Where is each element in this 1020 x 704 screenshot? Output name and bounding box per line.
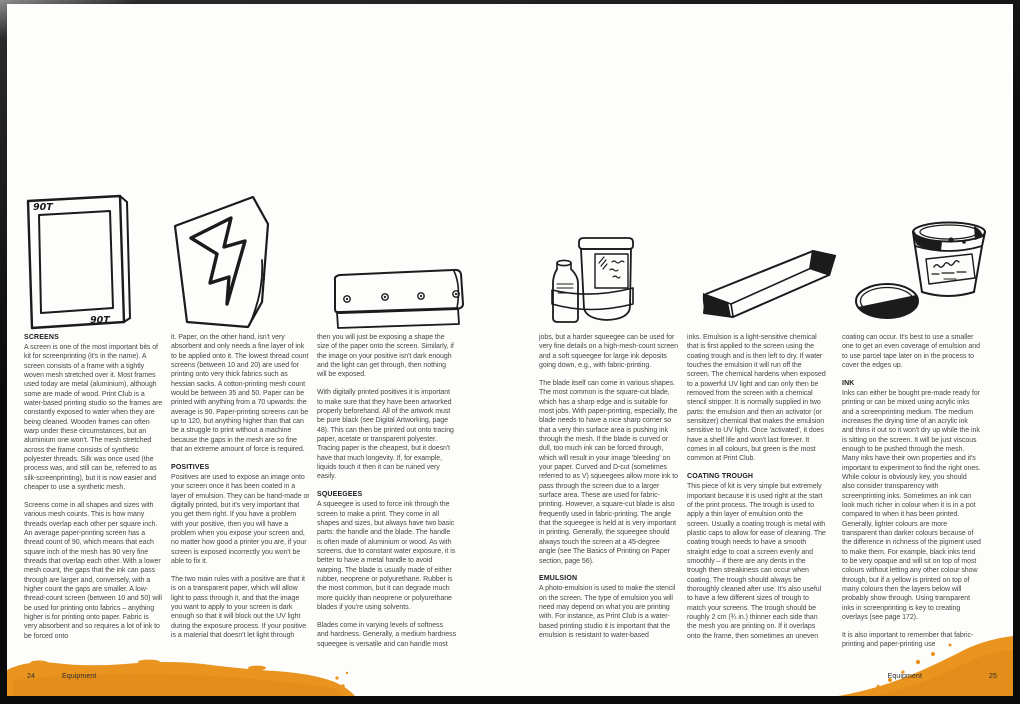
body-paragraph: This piece of kit is very simple but extremely important because it is used right at the start of the print process. The trough is used to apply a thin layer of emulsion onto the screen. Usually a coating trough is metal with plastic caps to allow for ease of cleaning. The coating trough needs to have a smooth straight edge to coat a screen evenly and smoothly – if there are any dents in the trough then streakiness can occur when coating. The trough should always be thoroughly cleaned after use. It's also useful to have a few different sizes of trough to match your screens. The trough should be roughly 2 cm (¾ in.) thinner each side than the mesh you are printing on. If it overlaps onto the frame, then sometimes an uneven bbox=[687, 483, 826, 640]
ink-pot-illustration bbox=[854, 215, 989, 325]
text-column-3 bbox=[317, 333, 456, 658]
body-paragraph: Screens come in all shapes and sizes with various mesh counts. This is how many threads overlap each other per square inch. An average paper-printing screen has a thread count of 90, which means that each square inch of the mesh has 90 very fine threads that overlap each other. With a lower mesh count, the gaps that the ink can pass through are larger and, conversely, with a higher count the gaps are smaller. A low-thread-count screen (between 10 and 50) will be used for printing onto fabrics – anything higher is for printing onto paper. Fabric is very absorbent and so requires a lot of ink to be forced onto bbox=[24, 501, 162, 640]
text-column-5 bbox=[687, 333, 826, 650]
body-paragraph: A photo-emulsion is used to make the stencil on the screen. The type of emulsion you will need may depend on what you are printing with. For instance, as Print Club is a water-based printing studio it is important that the emulsion is resistant to water-based bbox=[539, 585, 676, 639]
coating-trough-illustration bbox=[701, 247, 841, 319]
body-paragraph: A squeegee is used to force ink through the screen to make a print. They come in all shapes and sizes, but always have two basic parts: the handle and the blade. The handle is often made of aluminium or wood. As with screens, due to constant water exposure, it is better to have a metal handle to avoid warping. The blade is usually made of either rubber, neoprene or polyurethane. Rubber is the most common, but it can degrade much more quickly than neoprene or polyurethane blades if you're using solvents. bbox=[317, 501, 456, 611]
body-paragraph: it. Paper, on the other hand, isn't very absorbent and only needs a fine layer of ink to be applied onto it. The lowest thread count screens (between 10 and 20) are used for printing onto very thick fabrics such as hessian sacks. A cotton-printing mesh count would be between 35 and 50. Paper can be printed with anything from a 70 upwards: the average is 90. Paper-printing screens can be up to 120, but anything higher than that can be a struggle to print without a machine because the gaps in the mesh are so fine that an extreme amount of force is required. bbox=[171, 334, 309, 454]
section-heading: SQUEEGEES bbox=[317, 491, 363, 499]
body-paragraph: It is also important to remember that fabric-printing and paper-printing use bbox=[842, 632, 974, 649]
text-column-4 bbox=[539, 333, 678, 649]
chapter-label-left: Equipment bbox=[62, 673, 97, 680]
section-heading: SCREENS bbox=[24, 334, 59, 341]
page-spread bbox=[7, 4, 1013, 696]
body-paragraph: then you will just be exposing a shape the size of the paper onto the screen. Similarly, if the image on your positive isn't dark enough and the light can get through, then nothing will be exposed. bbox=[317, 334, 454, 379]
body-paragraph: Inks can either be bought pre-made ready for printing or can be mixed using acrylic inks and a screenprinting medium. The medium increases the drying time of an acrylic ink and thins it out so it won't dry up while the ink is sitting on the screen. It will be just viscous enough to be pushed through the mesh. Many inks have their own properties and it's important to experiment to find the right ones. While colour is obviously key, you should also consider transparency with screenprinting inks. Sometimes an ink can look much richer in colour when it is in a pot compared to when it has been printed. Generally, lighter colours are more transparent than darker colours because of the difference in richness of the pigment used to make them. For example, black inks tend to be very opaque and will sit on top of most colours without letting any other colour show through, but if a yellow is printed on top of many colours then the layers below will probably show through. Using transparent inks in screenprinting is key to creating overlays (see page 172). bbox=[842, 389, 981, 622]
emulsion-containers-illustration bbox=[550, 236, 636, 326]
section-heading: INK bbox=[842, 379, 855, 387]
mesh-count-label-bottom: 90T bbox=[90, 315, 110, 326]
positive-artwork-illustration bbox=[165, 192, 277, 334]
section-heading: COATING TROUGH bbox=[687, 473, 754, 481]
body-paragraph: Positives are used to expose an image onto your screen once it has been coated in a layer of emulsion. They can be hand-made or digitally printed, but it's very important that you get them right. If you have a problem with your positive, then you will have a problem when you expose your screen and, no matter how good a printer you are, if your screen is exposed incorrectly you won't be able to fix it. bbox=[171, 473, 310, 565]
section-heading: EMULSION bbox=[539, 575, 578, 583]
orange-brush-stroke-right bbox=[838, 636, 1013, 696]
body-paragraph: Blades come in varying levels of softness and hardness. Generally, a medium hardness squeegee is versatile and can handle most bbox=[317, 621, 457, 648]
text-column-6 bbox=[842, 333, 981, 658]
text-column-1 bbox=[24, 333, 163, 650]
section-heading: POSITIVES bbox=[171, 464, 210, 472]
left-page-footer bbox=[27, 673, 96, 680]
right-page-footer bbox=[888, 673, 997, 680]
squeegee-illustration bbox=[327, 266, 467, 332]
chapter-label-right: Equipment bbox=[887, 673, 922, 680]
body-paragraph: coating can occur. It's best to use a smaller one to get an even coverage of emulsion and to use parcel tape later on in the process to cover the edges up. bbox=[842, 334, 980, 370]
page-number-right: 25 bbox=[989, 673, 997, 680]
body-paragraph: The blade itself can come in various shapes. The most common is the square-cut blade, which has a sharp edge and is suitable for most jobs. With paper-printing, especially, the blade needs to have a nice sharp corner so that a very thin surface area is pushing ink through the mesh. If the blade is curved or dull, too much ink can be forced through, which will result in your image 'bleeding' on your paper. Curved and D-cut (sometimes referred to as V) squeegees allow more ink to pass through the screen due to a larger surface area. These are used for fabric-printing. However, a square-cut blade is also frequently used in fabric-printing. The angle that the squeegee is held at is very important in printing. Generally, the squeegee should always touch the screen at a 45-degree angle (see The Basics of Printing on Paper section, page 56). bbox=[539, 379, 678, 565]
page-number-left: 24 bbox=[27, 673, 35, 680]
body-paragraph: The two main rules with a positive are that it is on a transparent paper, which will allow light to pass through it, and that the image you want to apply to your screen is dark enough so that it will block out the UV light during the exposure process. If your positive is a material that doesn't let light through bbox=[171, 575, 307, 639]
body-paragraph: inks. Emulsion is a light-sensitive chemical that is first applied to the screen using the coating trough and is then left to dry. If water touches the emulsion it will run off the screen. The chemical hardens when exposed to a powerful UV light and can only then be removed from the screen with a chemical stencil stripper. It is normally supplied in two parts: the emulsion and then an activator (or sensitizer) chemical that makes the emulsion sensitive to UV light. Once 'activated', it does have a shelf life and won't last forever. It comes in all colours, but green is the most common at Print Club. bbox=[687, 334, 826, 463]
body-paragraph: With digitally printed positives it is important to make sure that they have been artworked properly beforehand. All of the artwork must be pure black (see Digital Artworking, page 48). This can then be printed out onto tracing paper, acetate or transparent polyester. Tracing paper is the cheapest, but it doesn't have that much longevity. If, for example, liquids touch it then it can be ruined very easily. bbox=[317, 389, 454, 481]
body-paragraph: A screen is one of the most important bits of kit for screenprinting (it's in the name). A screen consists of a frame with a tightly woven mesh stretched over it. Most frames used today are metal (aluminium), although some are made of wood. Print Club is a water-based printing studio so the frames are constantly exposed to water when they are being cleaned. Wooden frames can often warp under these circumstances, but an aluminium one won't. The mesh stretched across the frame consists of synthetic polyester threads. Silk was once used (the process was, and still can be, referred to as silk-screenprinting), but it is now easier and cheaper to use a synthetic mesh. bbox=[24, 343, 163, 491]
body-paragraph: jobs, but a harder squeegee can be used for very fine details on a high-mesh-count screen and a soft squeegee for large ink deposits going down, e.g., with fabric-printing. bbox=[539, 334, 678, 370]
mesh-count-label-top: 90T bbox=[33, 202, 53, 213]
screen-frame-illustration bbox=[22, 191, 140, 334]
text-column-2 bbox=[171, 333, 310, 649]
